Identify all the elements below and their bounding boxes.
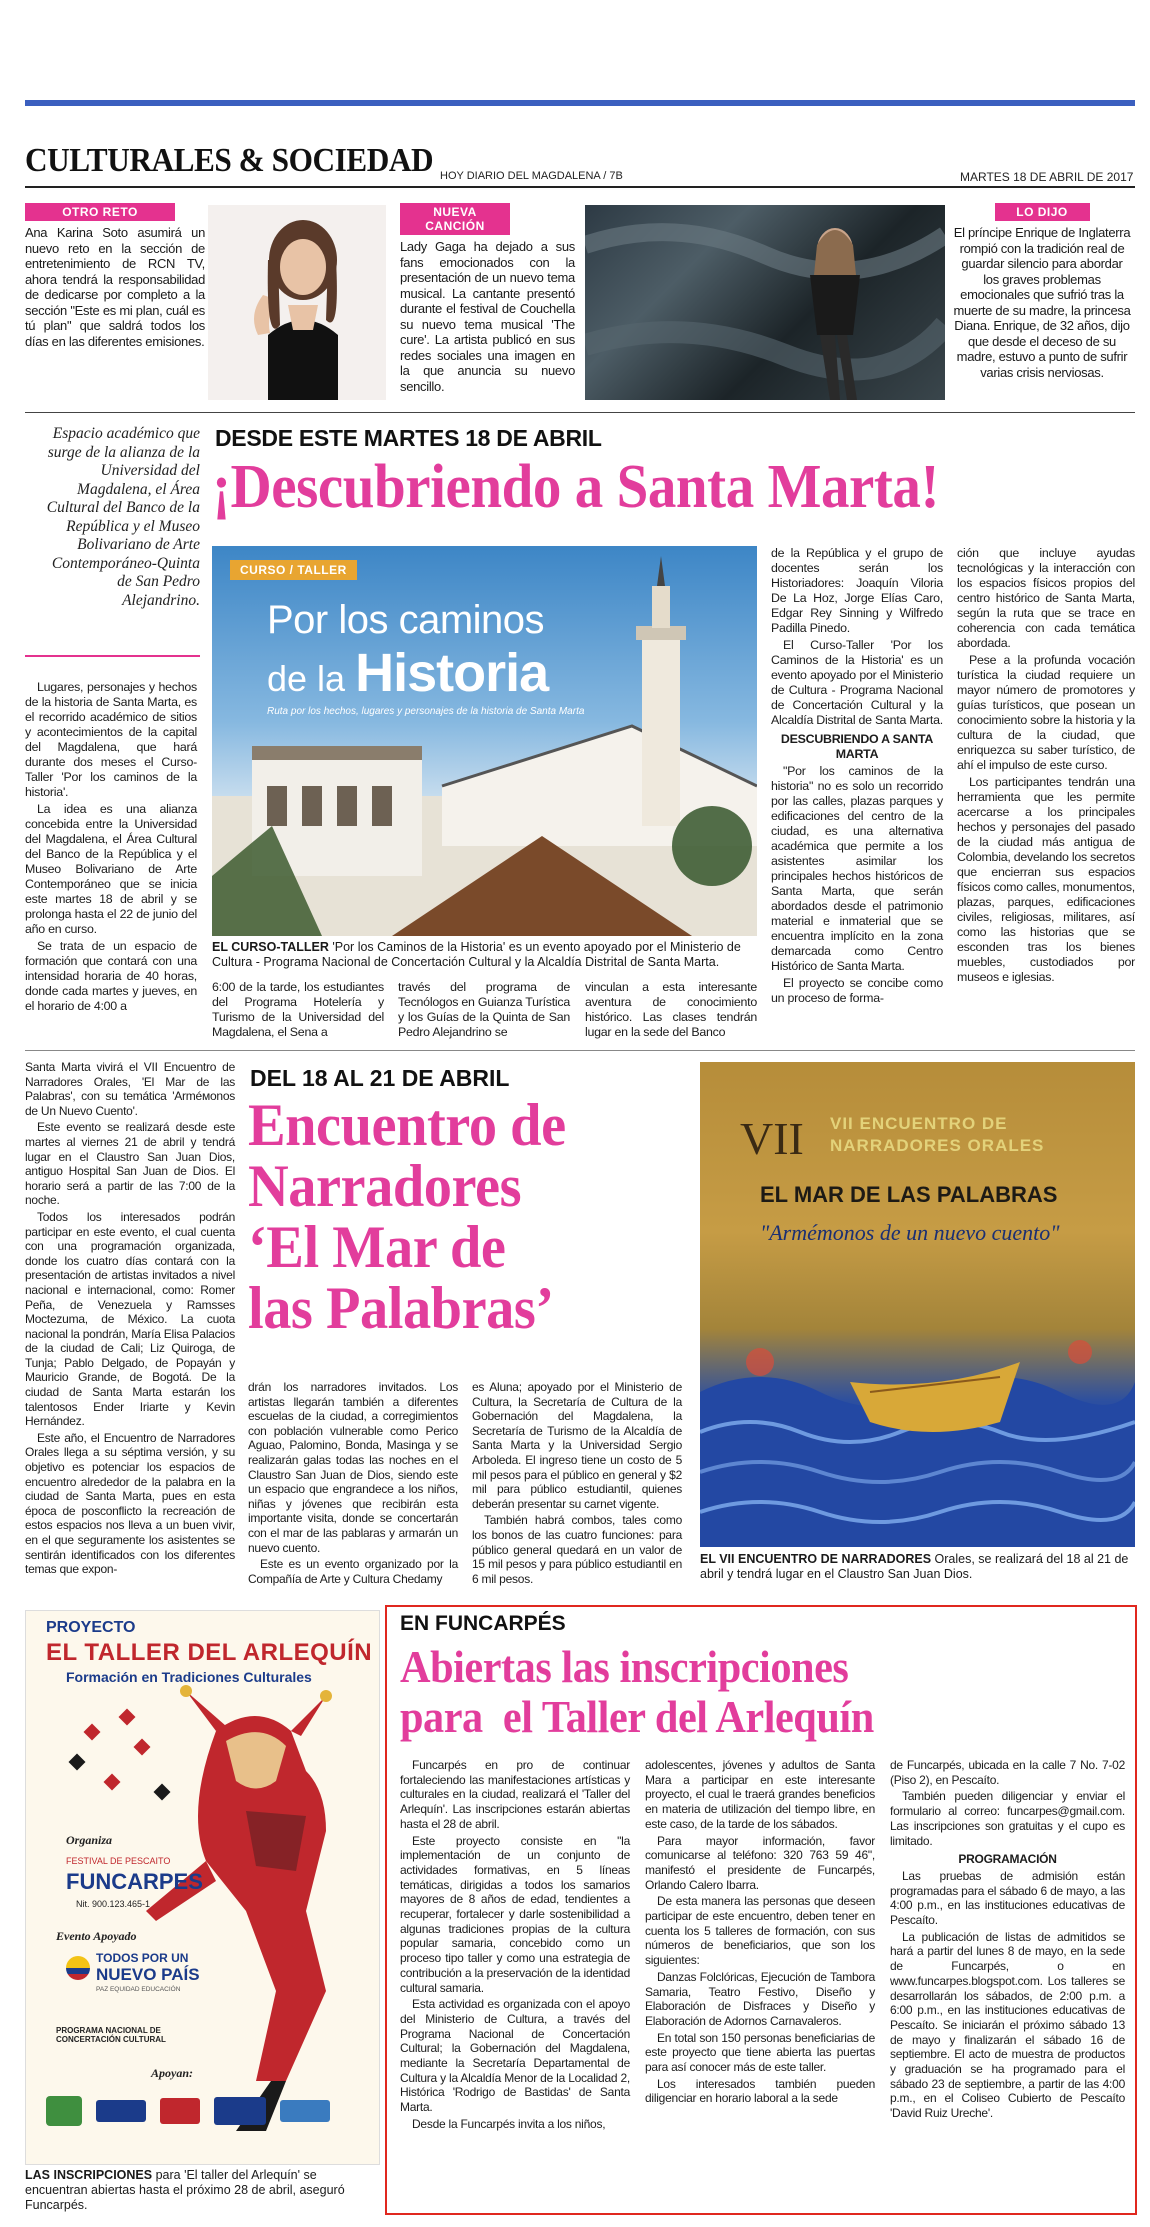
- paragraph: Danzas Folclóricas, Ejecución de Tambora Samaria, Teatro Festivo, Diseño y Elaboración de Disfraces y Diseño y Elaboración de Adornos Carnavaleros.: [645, 1969, 875, 2028]
- paragraph: Los interesados también pueden diligenciar en horario laboral a la sede: [645, 2076, 875, 2106]
- strip-tag: OTRO RETO: [25, 203, 175, 221]
- mincultura-logo: [160, 2098, 200, 2124]
- strip-text: El príncipe Enrique de Inglaterra rompió con la tradición real de guardar silencio para abordar los graves problemas emocionales que sufrió tras la muerte de su madre, la princesa Diana. Enrique, de 32 años, dijo que desde el deceso de su madre, estuvo a punto de sufrir varias crisis nerviosas.: [953, 225, 1131, 380]
- article3-col3: [890, 1758, 1125, 2123]
- strip-2: [400, 203, 575, 394]
- paragraph: Este año, el Encuentro de Narradores Orales llega a su séptima versión, y su objetivo es potenciar los espacios de encuentro alrededor de la palabra en la ciudad de Santa Marta, pues en esta época de posconflicto la recreación de estos espacios nos lleva a un buen vivir, en el que seguramente los asistentes se sentirán identificados con los diferentes temas que expon-: [25, 1430, 235, 1577]
- poster-organiza: Organiza: [66, 1833, 113, 1847]
- paragraph: El proyecto se concibe como un proceso de forma-: [771, 976, 943, 1005]
- poster-line3: EL MAR DE LAS PALABRAS: [760, 1182, 1058, 1207]
- paragraph: es Aluna; apoyado por el Ministerio de Cultura, la Secretaría de Cultura de la Gobernación del Magdalena, la Secretaría de Turismo de la Alcaldía de Santa Marta y la Universidad Sergio Arboleda. El ingreso tiene un costo de 5 mil pesos para el público en general y $2 mil para público estudiantil, quienes deberán presentar su carnet vigente.: [472, 1380, 682, 1511]
- paragraph: De esta manera las personas que deseen participar de este encuentro, deben tener en cuenta los 5 talleres de formación, con sus números de beneficiarios, que son los siguientes:: [645, 1894, 875, 1968]
- paragraph: Pese a la profunda vocación turística la ciudad requiere un mayor número de promotores y guías turísticos, que posean un conocimiento sobre la historia y la cultura de la ciudad, que enriquezca su saber turístico, de ahí el impulso de este curso.: [957, 653, 1135, 772]
- poster-line4: "Armémonos de un nuevo cuento": [760, 1220, 1060, 1245]
- article2-col1: [25, 1060, 235, 1579]
- paragraph: Para mayor información, favor comunicarse al teléfono: 320 763 59 46", manifestó el presidente de Funcarpés, Orlando Calero Ibarra.: [645, 1833, 875, 1892]
- photo-ana-karina: [208, 205, 386, 400]
- paragraph: Desde la Funcarpés invita a los niños,: [412, 2116, 606, 2131]
- historia-caption: [212, 940, 757, 970]
- paragraph: El Curso-Taller 'Por los Caminos de la Historia' es un evento apoyado por el Ministerio de Cultura - Programa Nacional de Concertación Cultural y la Alcaldía Distrital de Santa Marta.: [771, 638, 943, 727]
- caption-lead: EL CURSO-TALLER: [212, 940, 329, 954]
- strip-tag: LO DIJO: [995, 203, 1090, 221]
- poster-line1: VII ENCUENTRO DE: [830, 1114, 1008, 1133]
- poster-todos-1: TODOS POR UN: [96, 1951, 189, 1965]
- paragraph: adolescentes, jóvenes y adultos de Santa Mara a participar en este interesante proyecto, el cual le traerá grandes beneficios en materia de utilización del tiempo libre, en este caso, de la tarde de los sábados.: [645, 1758, 875, 1831]
- article3-col1: [400, 1758, 630, 2134]
- header-rule: [25, 186, 1135, 188]
- paragraph: Los participantes tendrán una herramienta que les permite acercarse a los principales hechos y personajes del pasado de la ciudad más antigua de Colombia, develando los secretos que encierran sus espacios físicos como calles, monumentos, plazas, parques, edificaciones civiles, religiosas, militares, así como las historias que se esconden tras los bienes muebles, custodiados por museos e iglesias.: [957, 775, 1135, 984]
- headline-line: ‘El Mar de: [248, 1214, 506, 1280]
- paragraph: Todos los interesados podrán participar en este evento, el cual cuenta con una programación organizada, donde los cuatro días contará con la presentación de artistas invitados a nivel nacional e internacional, como: Romer Peña, de Venezuela y Ramsses Moctezuma, de México. La cuota nacional la pondrán, María Elisa Palacios de la ciudad de Cali; Liz Quiroga, de Tunja; Pablo Delgado, de Popayán y Mauricio Grande, de Bogotá. De la ciudad de Santa Marta estarán los talentosos Ender Iriarte y Kevin Hernández.: [25, 1209, 235, 1429]
- caption-text: 'Por los Caminos de la Historia' es un evento apoyado por el Ministerio de Cultura - Programa Nacional de Concertación Cultural y la Alcaldía Distrital de Santa Marta.: [212, 940, 741, 969]
- issue-date: MARTES 18 DE ABRIL DE 2017: [960, 170, 1134, 184]
- paragraph: Esta actividad es organizada con el apoyo del Ministerio de Cultura, a través del Programa Nacional de Concertación Cultural; la Gobernación del Magdalena, mediante la Secretaría Departamental de Cultura y la Alcaldía Menor de la Localidad 2, Histórica 'Rodrigo de Bastidas' de Santa Marta.: [400, 1997, 630, 2115]
- poster-roman-numeral: VII: [740, 1113, 804, 1164]
- article2-col2: [248, 1380, 458, 1588]
- paragraph: de la República y el grupo de docentes serán los Historiadores: Joaquín Viloria De La Hoz, Jorge Elías Caro, Edgar Rey Sinning y Wilfredo Padilla Pinedo.: [771, 546, 943, 635]
- caption-lead: EL VII ENCUENTRO DE NARRADORES: [700, 1552, 932, 1566]
- strip-text: Ana Karina Soto asumirá un nuevo reto en la sección de entretenimiento de RCN TV, ahora tendrá la responsabilidad de dedicarse por completo a la sección "Este es mi plan, cuál es tú plan" que saldrá todos los días en las diferentes emisiones.: [25, 225, 205, 349]
- paragraph: También habrá combos, tales como los bonos de las cuatro funciones: para público general quedará en un valor de 15 mil pesos y para público estudiantil en 6 mil pesos.: [472, 1513, 682, 1586]
- poster-line2: NARRADORES ORALES: [830, 1136, 1045, 1155]
- headline-line: para el Taller del Arlequín: [400, 1692, 874, 1742]
- article1-col1: [25, 680, 197, 1016]
- poster-subtitle: Formación en Tradiciones Culturales: [66, 1669, 312, 1685]
- gobernacion-logo: [46, 2096, 82, 2126]
- article1-headline: ¡Descubriendo a Santa Marta!: [212, 453, 940, 521]
- paragraph: vinculan a esta interesante aventura de conocimiento histórico. Las clases tendrán lugar en la sede del Banco: [585, 980, 757, 1039]
- headline-line: las Palabras’: [248, 1275, 554, 1341]
- caption-lead: LAS INSCRIPCIONES: [25, 2168, 153, 2182]
- santa-marta-logo: [214, 2097, 266, 2125]
- headline-line: Encuentro de: [248, 1092, 566, 1158]
- article2-headline: [248, 1092, 566, 1341]
- narradores-poster: [700, 1062, 1135, 1547]
- subheading: PROGRAMACIÓN: [958, 1852, 1057, 1867]
- paragraph: ción que incluye ayudas tecnológicas y la interacción con los espacios físicos propios del centro histórico de Santa Marta, según la ruta que se trace en coherencia con cada temática abordada.: [957, 546, 1135, 650]
- section-rule: [25, 1050, 1135, 1051]
- article3-kicker: EN FUNCARPÉS: [400, 1612, 566, 1635]
- paragraph: Este evento se realizará desde este martes al viernes 21 de abril y tendrá lugar en el Claustro San Juan Dios, antiguo Hospital San Juan de Dios. El horario será a partir de las 7:00 de la noche.: [25, 1120, 235, 1208]
- poster-todos-3: PAZ EQUIDAD EDUCACIÓN: [96, 1986, 181, 1993]
- poster-title: EL TALLER DEL ARLEQUÍN: [46, 1639, 373, 1666]
- caption-text: Orales, se realizará del 18 al 21 de abril y tendrá lugar en el Claustro San Juan Dios.: [700, 1552, 1129, 1581]
- poster-title-de-la: de la: [267, 658, 356, 699]
- narradores-caption: [700, 1552, 1135, 1582]
- paragraph: "Por los caminos de la historia" no es solo un recorrido por las calles, plazas parques y edificaciones del centro de la ciudad, es una alternativa académica que permite a los asistentes asimilar los principales hechos históricos de Santa Marta, que serán abordados desde el patrimonio material e inmaterial que se encuentra implícito en la zona demarcada como Centro Histórico de Santa Marta.: [771, 764, 943, 973]
- strip-tag: NUEVA CANCIÓN: [400, 203, 510, 235]
- caption-text: para 'El taller del Arlequín' se encuentran abiertas hasta el próximo 28 de abril, aseguró Funcarpés.: [25, 2168, 345, 2212]
- paragraph: Las pruebas de admisión están programadas para el sábado 6 de mayo, a las 4:00 p.m., en las instituciones educativas de Pescaíto.: [890, 1868, 1125, 1928]
- article2-kicker: DEL 18 AL 21 DE ABRIL: [250, 1065, 510, 1091]
- poster-funcarpes-sub: FESTIVAL DE PESCAITO: [66, 1856, 171, 1866]
- poster-todos-2: NUEVO PAÍS: [96, 1965, 200, 1984]
- article1-col6: [957, 546, 1135, 987]
- arlequin-caption: [25, 2168, 380, 2213]
- article1-col2: [212, 980, 384, 1042]
- paragraph: drán los narradores invitados. Los artistas llegarán también a diferentes escuelas de la ciudad, a corregimientos con población vulnerable como Perico Aguao, Palomino, Bonda, Masinga y se realizarán galas todas las noches en el Claustro San Juan de Dios, siendo este un espacio que engrandece a los niños, niñas y jóvenes que recibirán esta importante visita, donde se concertarán con el mar de las pablaras y armarán un nuevo cuento.: [248, 1380, 458, 1555]
- article1-col3: [398, 980, 570, 1042]
- paragraph: En total son 150 personas beneficiarias de este proyecto que tiene abierta las puertas para así conocer más de este taller.: [645, 2030, 875, 2075]
- paragraph: Se trata de un espacio de formación que contará con una intensidad horaria de 40 horas, donde cada martes y jueves, en el horario de 4:00 a: [25, 939, 197, 1013]
- poster-tag: CURSO / TALLER: [230, 560, 357, 580]
- paragraph: Santa Marta vivirá el VII Encuentro de Narradores Orales, 'El Mar de las Palabras', con su temática 'Arméмonos de Un Nuevo Cuento'.: [25, 1060, 235, 1118]
- sidebar-intro: Espacio académico que surge de la alianza de la Universidad del Magdalena, el Área Cultural del Banco de la República y el Museo Bolivariano de Arte Contemporáneo-Quinta de San Pedro Alejandrino.: [46, 425, 200, 609]
- paragraph: La publicación de listas de admitidos se hará a partir del lunes 8 de mayo, en la sede de Funcarpés, o en www.funcarpes.blogspot.com. Los talleres se desarrollarán los sábados, de 2:00 p.m. a 6:00 p.m., en las instituciones educativas de Pescaíto. Se iniciarán el próximo sábado 13 de mayo y finalizarán el sábado 16 de septiembre. El acto de muestra de productos y graduación se ha programado para el sábado 23 de septiembre, a partir de las 4:00 p.m., en el Coliseo Cubierto de Pescaíto 'David Ruiz Ureche'.: [890, 1929, 1125, 2121]
- localidad-logo: [280, 2100, 330, 2122]
- poster-apoyan: Apoyan:: [151, 2066, 193, 2080]
- prosperidad-logo: [96, 2100, 146, 2122]
- poster-title-line1: Por los caminos: [267, 598, 545, 642]
- paragraph: de Funcarpés, ubicada en la calle 7 No. 7-02 (Piso 2), en Pescaíto.: [890, 1758, 1125, 1787]
- section-title: CULTURALES & SOCIEDAD: [25, 142, 434, 179]
- poster-subtitle: Ruta por los hechos, lugares y personajes de la historia de Santa Marta: [267, 706, 585, 717]
- poster-funcarpes: FUNCARPES: [66, 1869, 203, 1894]
- poster-programa: PROGRAMA NACIONAL DE CONCERTACIÓN CULTURAL: [56, 2026, 166, 2044]
- poster-title-historia: Historia: [355, 643, 549, 703]
- strip-3: [952, 203, 1132, 380]
- photo-lady-gaga: [585, 205, 945, 400]
- subheading: DESCUBRIENDO A SANTA MARTA: [780, 732, 934, 761]
- top-rule: [25, 100, 1135, 106]
- poster-nit: Nit. 900.123.465-1: [76, 1899, 151, 1909]
- paragraph: Funcarpés en pro de continuar fortaleciendo las manifestaciones artísticas y culturales en la ciudad, realizará el 'Taller del Arlequín'. Las inscripciones estarán abiertas hasta el 28 de abril.: [400, 1758, 630, 1831]
- article1-col4: [585, 980, 757, 1042]
- strip-1: [25, 203, 205, 349]
- arlequin-poster: [25, 1610, 380, 2165]
- article3-col2: [645, 1758, 875, 2108]
- paragraph: Lugares, personajes y hechos de la historia de Santa Marta, es el recorrido académico de sitios y acontecimientos de la capital del Magdalena, que hará durante dos meses el Curso-Taller 'Por los caminos de la historia'.: [25, 680, 197, 799]
- poster-title-line2: [267, 642, 548, 704]
- article1-kicker: DESDE ESTE MARTES 18 DE ABRIL: [215, 425, 602, 451]
- paragraph: Este es un evento organizado por la Compañía de Arte y Cultura Chedamy: [248, 1557, 458, 1586]
- sponsor-logos: [46, 2091, 366, 2131]
- poster-proyecto: PROYECTO: [46, 1619, 136, 1636]
- paragraph: La idea es una alianza concebida entre la Universidad del Magdalena, el Área Cultural del Banco de la República y el Museo Bolivariano de Arte Contemporáneo que se inicia este martes 18 de abril y se prolonga hasta el 22 de junio del año en curso.: [25, 802, 197, 936]
- poster-evento: Evento Apoyado: [56, 1929, 137, 1943]
- paragraph: Este proyecto consiste en "la implementación de un conjunto de actividades formativas, en 5 líneas temáticas, dirigidas a todos los samarios mayores de 8 años de edad, tendientes a recuperar, fortalecer y darle sostenibilidad a algunas tradiciones propias de la cultura popular samaria, concebido como un proceso tipo taller y como una estrategia de contribución a la preservación de la identidad cultural samaria.: [400, 1833, 630, 1995]
- sidebar-intro-rule: [25, 655, 200, 657]
- historia-poster: [212, 546, 757, 936]
- strip-text: Lady Gaga ha dejado a sus fans emocionados con la presentación de un nuevo tema musical. La cantante presentó durante el festival de Couchella su nuevo tema musical 'The cure'. La artista publicó en sus redes sociales una imagen en la que anuncia su nuevo sencillo.: [400, 239, 575, 394]
- strip-rule: [25, 412, 1135, 413]
- headline-line: Abiertas las inscripciones: [400, 1642, 849, 1692]
- article1-col5: [771, 546, 943, 1008]
- article2-col3: [472, 1380, 682, 1588]
- colombia-flag-icon: [66, 1956, 90, 1980]
- paragraph: través del programa de Tecnólogos en Guianza Turística y los Guías de la Quinta de San Pedro Alejandrino se: [398, 980, 571, 1039]
- paper-name: HOY DIARIO DEL MAGDALENA / 7B: [440, 170, 623, 182]
- paragraph: También pueden diligenciar y enviar el formulario al correo: funcarpes@gmail.com. Las inscripciones son gratuitas y el cupo es limitado.: [890, 1789, 1125, 1848]
- headline-line: Narradores: [248, 1153, 522, 1219]
- article3-headline: [400, 1642, 874, 1742]
- paragraph: 6:00 de la tarde, los estudiantes del Programa Hotelería y Turismo de la Universidad del Magdalena, el Sena a: [212, 980, 384, 1039]
